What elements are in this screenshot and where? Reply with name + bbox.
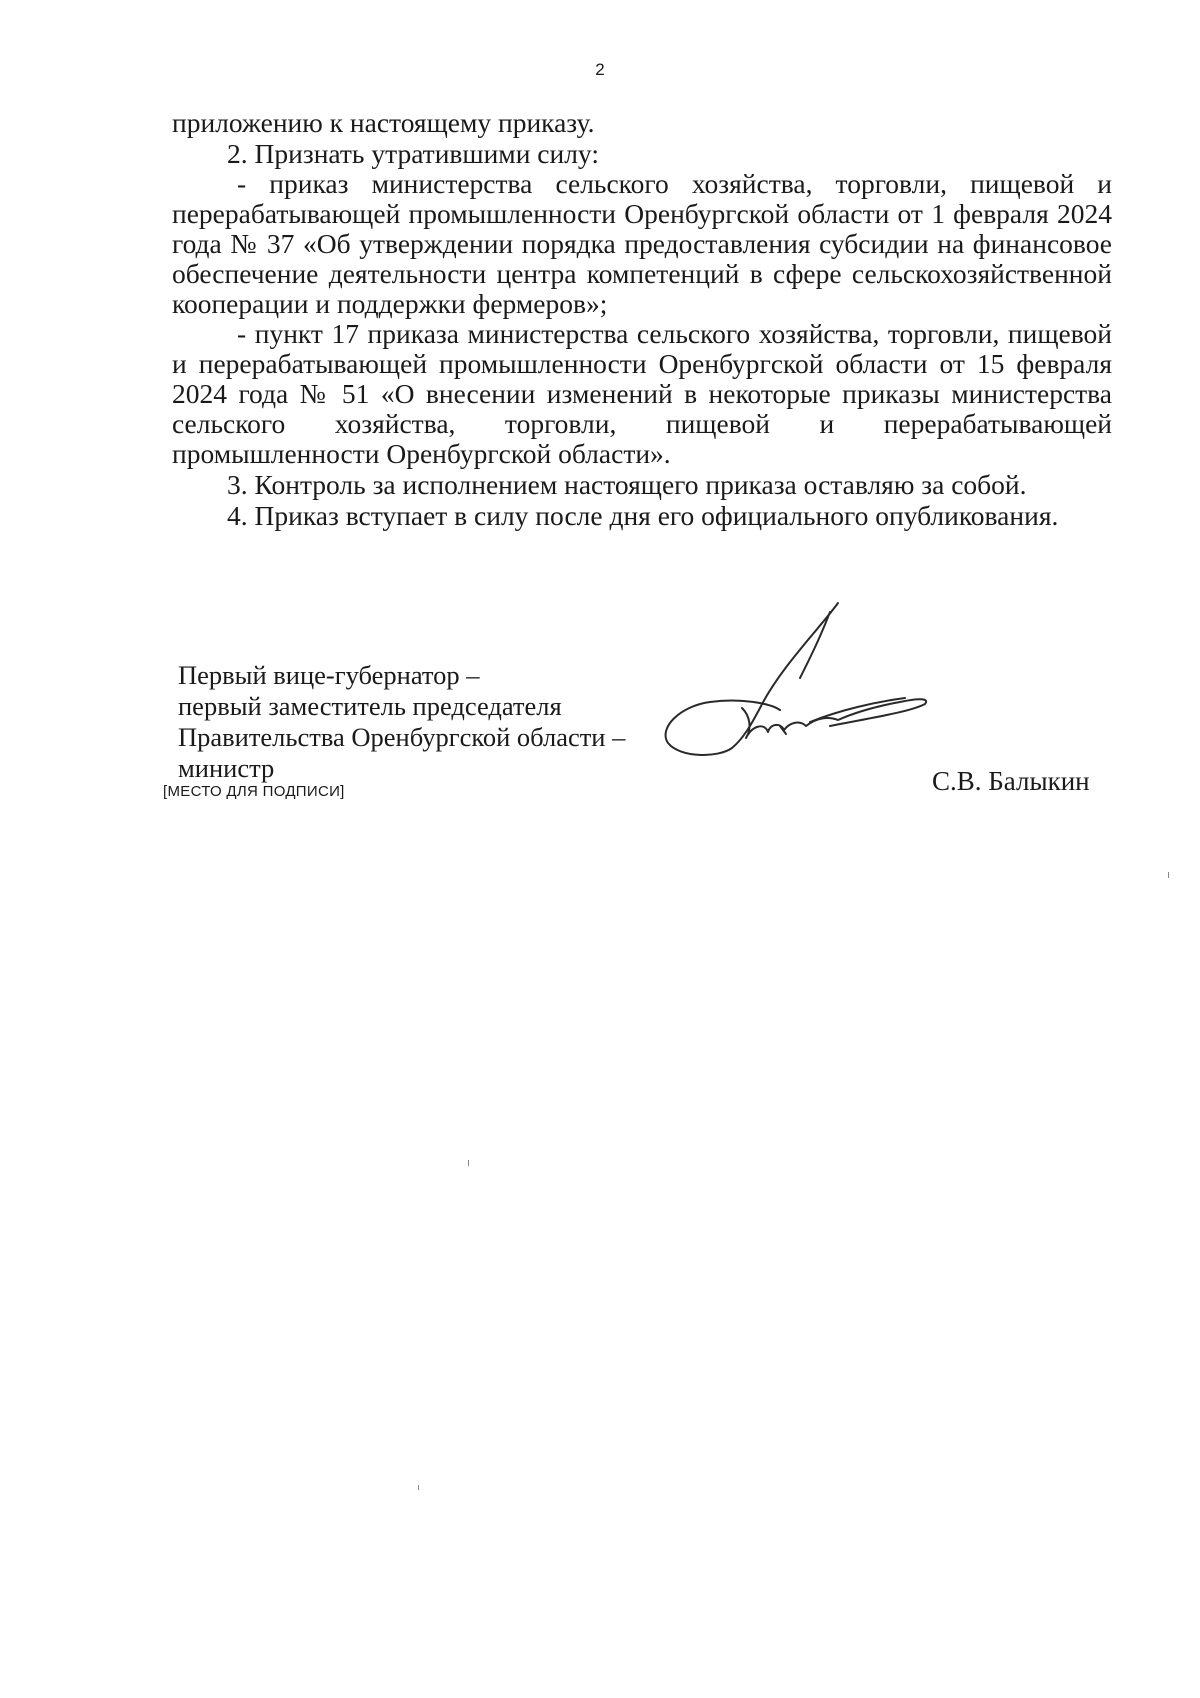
item-4: 4. Приказ вступает в силу после дня его официального опубликования. [227, 500, 1059, 531]
item-2-title: 2. Признать утратившими силу: [227, 138, 599, 169]
signer-name: С.В. Балыкин [932, 766, 1090, 796]
scan-speck [418, 1485, 419, 1490]
order-body [172, 107, 1112, 531]
position-line-4: министр [178, 753, 275, 783]
item-2-bullet-1: - приказ министерства сельского хозяйства, торговли, пищевой и перерабатывающей промышленности Оренбургской области от 1 февраля 2024 года № 37 «Об утверждении порядка предоставления субсидии на финансовое обеспечение деятельности центра компетенций в сфере сельскохозяйственной кооперации и поддержки фермеров»; [172, 168, 1112, 319]
item-3: 3. Контроль за исполнением настоящего приказа оставляю за собой. [227, 469, 1027, 500]
signatory-position [178, 660, 625, 784]
scan-speck [1168, 872, 1169, 878]
position-line-2: первый заместитель председателя [178, 691, 562, 721]
position-line-1: Первый вице-губернатор – [178, 660, 480, 690]
page-number: 2 [595, 60, 605, 79]
signature-placeholder: [МЕСТО ДЛЯ ПОДПИСИ] [163, 783, 345, 800]
continuation-line: приложению к настоящему приказу. [172, 107, 595, 138]
handwritten-signature [660, 598, 940, 768]
position-line-3: Правительства Оренбургской области – [178, 722, 626, 752]
scan-speck [468, 1160, 469, 1166]
item-2-bullet-2: - пункт 17 приказа министерства сельского хозяйства, торговли, пищевой и перерабатывающей промышленности Оренбургской области от 15 февраля 2024 года № 51 «О внесении изменений в некоторые приказы министерства сельского хозяйства, торговли, пищевой и перерабатывающей промышленности Оренбургской области». [172, 318, 1112, 469]
